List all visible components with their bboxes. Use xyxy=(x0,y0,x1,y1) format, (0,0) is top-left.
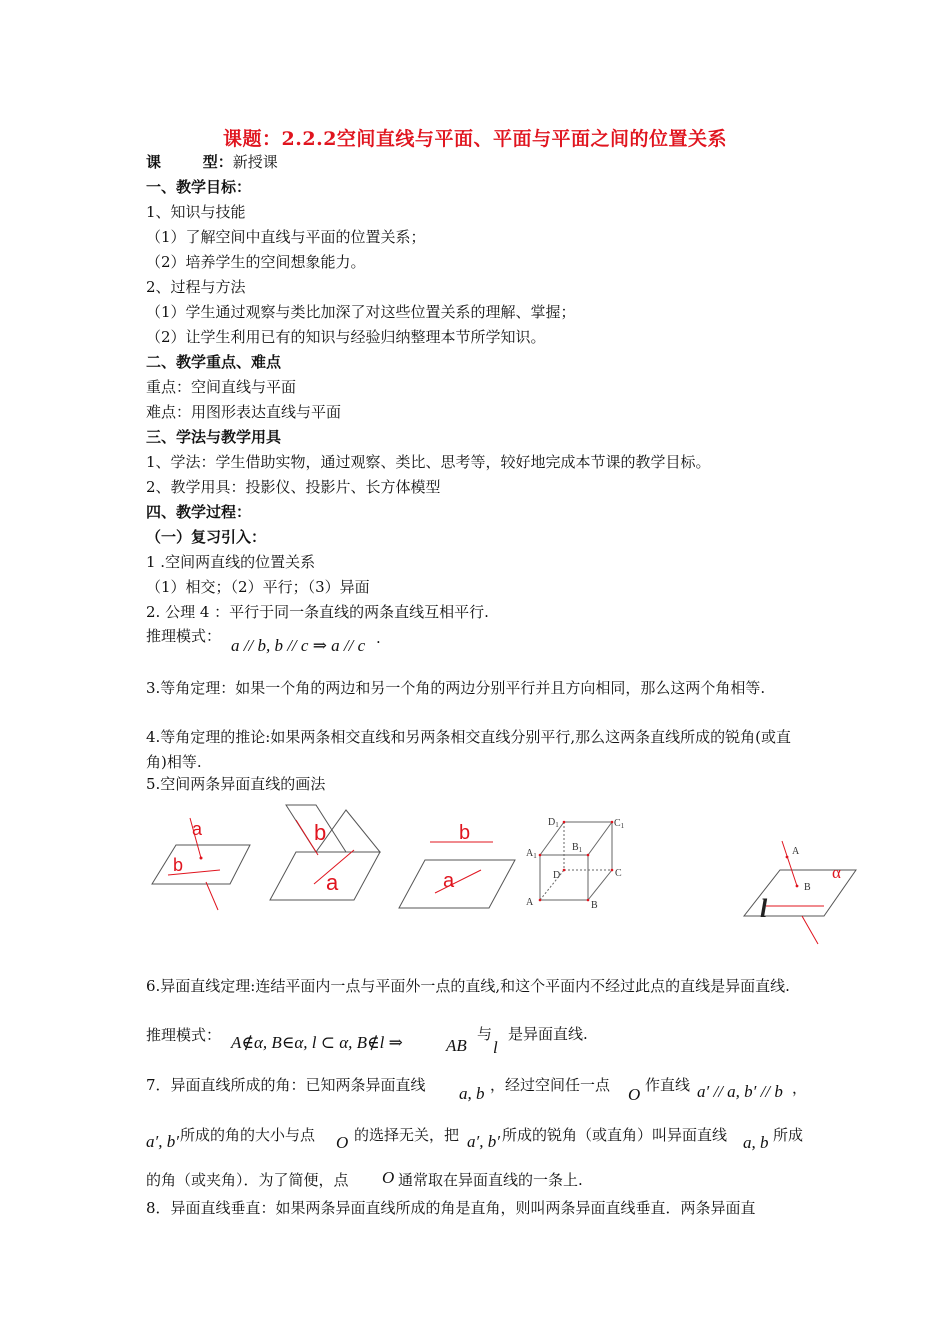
lesson-type-label: 课 型： xyxy=(146,153,233,171)
item-6: 6.异面直线定理:连结平面内一点与平面外一点的直线,和这个平面内不经过此点的直线是异面直线. xyxy=(146,977,790,995)
label-B: B xyxy=(804,882,811,893)
section-3-heading: 三、学法与教学用具 xyxy=(146,428,282,446)
method-item-1: 1、学法：学生借助实物，通过观察、类比、思考等，较好地完成本节课的教学目标。 xyxy=(146,453,711,471)
label-l: l xyxy=(760,894,768,923)
label-b: b xyxy=(173,855,184,875)
process-item-1: （1）学生通过观察与类比加深了对这些位置关系的理解、掌握； xyxy=(146,303,576,321)
label-B: B xyxy=(591,900,598,910)
section-1-heading: 一、教学目标： xyxy=(146,178,252,196)
item-7-part-j: 通常取在异面直线的一条上. xyxy=(398,1171,583,1189)
label-A1: $A_1$ xyxy=(526,848,537,860)
lower-plane xyxy=(270,852,380,900)
item-7-part-b: ，经过空间任一点 xyxy=(490,1076,611,1094)
item-7-part-d: 所成的角的大小与点 xyxy=(180,1126,316,1144)
label-b: b xyxy=(459,822,471,844)
knowledge-title: 1、知识与技能 xyxy=(146,203,246,221)
item-7-ab-2: a, b xyxy=(743,1133,769,1152)
item-7-part-h: 所成 xyxy=(773,1126,804,1144)
item-5: 5.空间两条异面直线的画法 xyxy=(146,775,326,793)
label-A: A xyxy=(526,897,534,908)
label-B1: $B_1$ xyxy=(572,842,583,854)
item-6-label: 推理模式： xyxy=(146,1026,222,1044)
label-C1: $C_1$ xyxy=(614,818,625,830)
figure-skew-lines-2 xyxy=(266,800,386,910)
label-alpha: α xyxy=(832,863,841,882)
label-b: b xyxy=(314,820,327,845)
item-6-end: 是异面直线. xyxy=(508,1025,588,1043)
item-3: 3.等角定理：如果一个角的两边和另一个角的两边分别平行并且方向相同，那么这两个角相等. xyxy=(146,679,766,697)
figure-skew-lines-1 xyxy=(148,810,258,912)
item-7-part-i: 的角（或夹角）．为了简便，点 xyxy=(146,1171,349,1189)
item-1: 1 .空间两直线的位置关系 xyxy=(146,553,316,571)
page-title: 课题：2.2.2空间直线与平面、平面与平面之间的位置关系 xyxy=(223,128,727,150)
method-item-2: 2、教学用具：投影仪、投影片、长方体模型 xyxy=(146,478,441,496)
point-B xyxy=(796,885,799,888)
line-a-below xyxy=(206,882,218,910)
item-6-ab: AB xyxy=(446,1036,467,1055)
label-a: a xyxy=(192,819,203,839)
item-7-formula-2: a′, b′ xyxy=(146,1132,179,1151)
item-7-part-a: 7．异面直线所成的角：已知两条异面直线 xyxy=(146,1076,426,1094)
point-A xyxy=(786,856,789,859)
label-D: D xyxy=(553,870,561,881)
section-2-heading: 二、教学重点、难点 xyxy=(146,353,282,371)
line-a xyxy=(435,870,481,893)
item-7-formula-1: a′ // a, b′ // b xyxy=(697,1082,783,1101)
pierce-point xyxy=(200,857,203,860)
item-2-dot: . xyxy=(376,629,381,647)
item-7-part-c: 作直线 xyxy=(645,1076,691,1094)
item-8: 8．异面直线垂直：如果两条异面直线所成的角是直角，则叫两条异面直线垂直．两条异面直 xyxy=(146,1199,756,1217)
item-2-formula: a // b, b // c ⇒ a // c xyxy=(231,636,366,655)
item-6-formula: A∉α, B∈α, l ⊂ α, B∉l ⇒ xyxy=(231,1033,403,1052)
figure-cube xyxy=(520,810,630,910)
item-7-ab-1: a, b xyxy=(459,1084,485,1103)
item-7-part-g: 所成的锐角（或直角）叫异面直线 xyxy=(502,1126,728,1144)
line-ab-below xyxy=(802,916,818,944)
label-a: a xyxy=(326,870,339,895)
item-7-o-3: O xyxy=(382,1168,395,1187)
item-7-formula-3: a′, b′ xyxy=(467,1132,500,1151)
knowledge-item-1: （1）了解空间中直线与平面的位置关系； xyxy=(146,228,426,246)
label-A: A xyxy=(792,846,800,857)
figure-skew-theorem xyxy=(740,836,864,948)
item-7-o-2: O xyxy=(336,1133,349,1152)
item-7-part-e: 的选择无关，把 xyxy=(354,1126,460,1144)
label-a: a xyxy=(443,870,455,892)
item-2-label: 推理模式： xyxy=(146,627,222,645)
subsection-review: （一）复习引入： xyxy=(146,528,267,546)
item-1-options: （1）相交；（2）平行；（3）异面 xyxy=(146,578,370,596)
knowledge-item-2: （2）培养学生的空间想象能力。 xyxy=(146,253,366,271)
section-4-heading: 四、教学过程： xyxy=(146,503,252,521)
item-2-axiom: 2. 公理 4 ：平行于同一条直线的两条直线互相平行. xyxy=(146,603,489,621)
item-7-o-1: O xyxy=(628,1085,641,1104)
difficult-point: 难点：用图形表达直线与平面 xyxy=(146,403,342,421)
lesson-type-line xyxy=(146,152,278,172)
key-point: 重点：空间直线与平面 xyxy=(146,378,297,396)
figure-skew-lines-3 xyxy=(395,815,517,910)
label-C: C xyxy=(615,868,622,879)
process-item-2: （2）让学生利用已有的知识与经验归纳整理本节所学知识。 xyxy=(146,328,546,346)
item-7-comma: ， xyxy=(792,1079,808,1097)
item-6-yu: 与 xyxy=(477,1025,493,1043)
lesson-type-value: 新授课 xyxy=(232,153,278,171)
plane-shape xyxy=(152,845,250,884)
label-D1: $D_1$ xyxy=(548,817,559,829)
item-6-l: l xyxy=(493,1038,498,1057)
plane-shape xyxy=(399,860,515,908)
process-title: 2、过程与方法 xyxy=(146,278,246,296)
item-4: 4.等角定理的推论:如果两条相交直线和另两条相交直线分别平行,那么这两条直线所成的锐角(或直角)相等. xyxy=(146,728,791,771)
